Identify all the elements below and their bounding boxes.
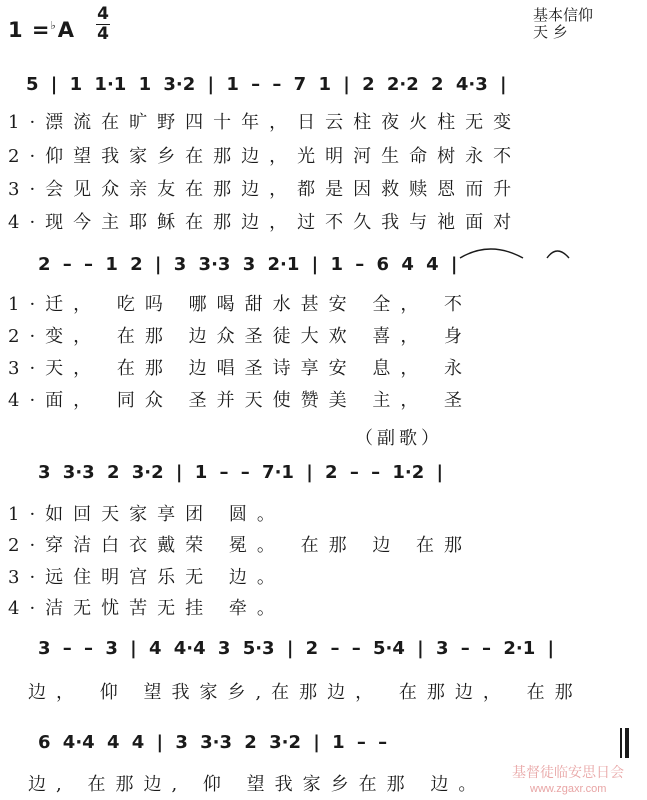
watermark-text: 基督徒临安思日会 [512, 765, 624, 781]
final-barline-thin [620, 728, 622, 758]
system5-notes: 6 4·4 4 4 | 3 3·3 2 3·2 | 1 – – [38, 732, 388, 753]
system3-lyric-3: 3·远住明宫乐无 边。 [8, 567, 285, 588]
slur-1 [460, 249, 523, 258]
key-signature [8, 18, 75, 42]
chorus-label: （副歌） [355, 428, 443, 449]
key-note: A [57, 18, 75, 42]
system4-notes: 3 – – 3 | 4 4·4 3 5·3 | 2 – – 5·4 | 3 – – 2·1 | [38, 638, 555, 659]
time-signature [96, 6, 110, 43]
system1-lyric-2: 2·仰望我家乡在那边，光明河生命树永不 [8, 146, 522, 167]
time-top: 4 [97, 4, 109, 24]
attribution [533, 7, 593, 41]
flat-sign: ♭ [50, 19, 57, 32]
system1-notes: 5 | 1 1·1 1 3·2 | 1 – – 7 1 | 2 2·2 2 4·3 | [26, 74, 507, 95]
system2-notes: 2 – – 1 2 | 3 3·3 3 2·1 | 1 – 6 4 4 | [38, 254, 458, 275]
time-bottom: 4 [97, 24, 109, 44]
system3-lyric-2: 2·穿洁白衣戴荣 冕。 在那 边 在那 [8, 535, 473, 556]
key-prefix: 1 = [8, 18, 51, 42]
attribution-line2: 天 乡 [533, 23, 568, 41]
system2-lyric-2: 2·变， 在那 边众圣徒大欢 喜， 身 [8, 326, 473, 347]
system5-lyric: 边, 在那边, 仰 望我家乡在那 边。 [28, 774, 487, 795]
system2-lyric-1: 1·迁， 吃吗 哪喝甜水甚安 全， 不 [8, 294, 473, 315]
system1-lyric-3: 3·会见众亲友在那边，都是因救赎恩而升 [8, 179, 522, 200]
system3-lyric-4: 4·洁无忧苦无挂 牵。 [8, 598, 285, 619]
watermark-url: www.zgaxr.com [530, 783, 607, 795]
slur-marks [455, 238, 575, 262]
slur-2 [547, 251, 569, 258]
system2-lyric-4: 4·面， 同众 圣并天使赞美 主， 圣 [8, 390, 473, 411]
system3-lyric-1: 1·如回天家享团 圆。 [8, 504, 285, 525]
system1-lyric-1: 1·漂流在旷野四十年，日云柱夜火柱无变 [8, 112, 522, 133]
final-barline-thick [625, 728, 629, 758]
attribution-line1: 基本信仰 [533, 6, 594, 24]
system2-lyric-3: 3·天， 在那 边唱圣诗享安 息， 永 [8, 358, 473, 379]
system4-lyric: 边， 仰 望我家乡,在那边， 在那边， 在那 [28, 682, 583, 703]
system1-lyric-4: 4·现今主耶稣在那边，过不久我与祂面对 [8, 212, 522, 233]
system3-notes: 3 3·3 2 3·2 | 1 – – 7·1 | 2 – – 1·2 | [38, 462, 444, 483]
